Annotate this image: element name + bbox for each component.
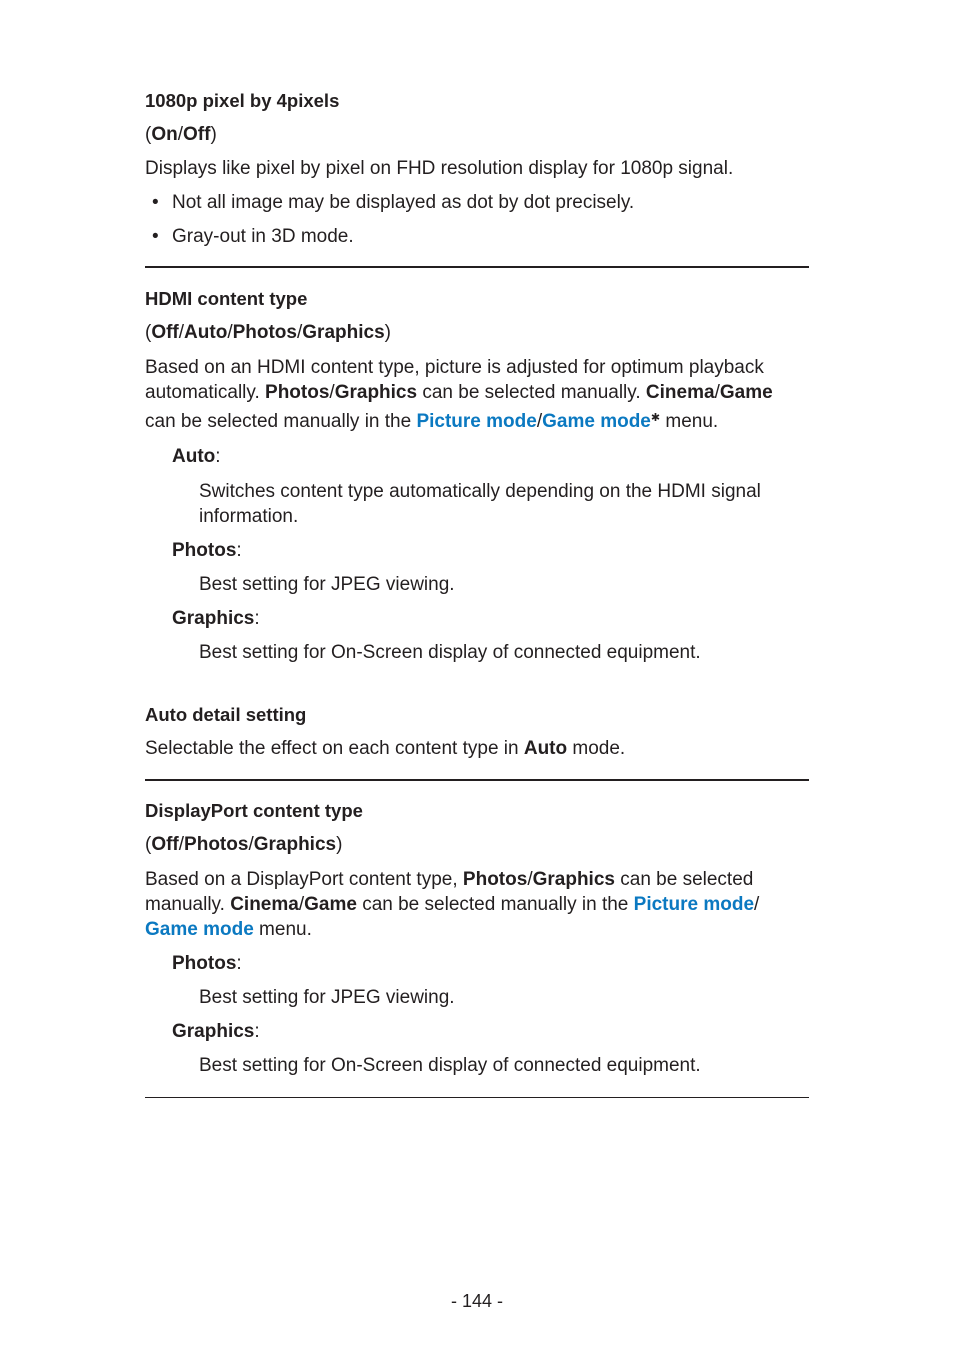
bullet-item: • Gray-out in 3D mode. xyxy=(145,220,809,254)
section-1080p-pixel xyxy=(145,84,809,254)
section-title: HDMI content type xyxy=(145,288,308,309)
section-divider xyxy=(145,1097,809,1098)
term-photos: Photos: xyxy=(172,953,242,974)
section-title: 1080p pixel by 4pixels xyxy=(145,90,340,111)
section-description: Displays like pixel by pixel on FHD resolution display for 1080p signal. xyxy=(145,158,734,179)
term-graphics: Graphics: xyxy=(172,608,260,629)
section-description: Selectable the effect on each content type in Auto mode. xyxy=(145,738,626,759)
term-graphics: Graphics: xyxy=(172,1021,260,1042)
term-auto-desc: Switches content type automatically depending on the HDMI signal information. xyxy=(199,481,761,527)
section-divider xyxy=(145,266,809,268)
option-list: (Off/Photos/Graphics) xyxy=(145,834,343,855)
section-divider xyxy=(145,779,809,781)
asterisk-icon: ✱ xyxy=(650,412,661,424)
game-mode-link[interactable]: Game mode xyxy=(542,411,651,432)
section-description: Based on an HDMI content type, picture is adjusted for optimum playback automatically. Photos/Graphics can be selected manually. Cinema/Game can be selected manually in the Picture mode/Game mode✱ menu. xyxy=(145,357,773,432)
picture-mode-link[interactable]: Picture mode xyxy=(416,411,537,432)
section-displayport-content-type xyxy=(145,794,809,1083)
term-photos-desc: Best setting for JPEG viewing. xyxy=(199,574,455,595)
section-title: Auto detail setting xyxy=(145,704,307,725)
section-title: DisplayPort content type xyxy=(145,800,363,821)
option-list: (On/Off) xyxy=(145,124,217,145)
game-mode-link[interactable]: Game mode xyxy=(145,919,254,940)
option-list: (Off/Auto/Photos/Graphics) xyxy=(145,322,391,343)
section-hdmi-content-type xyxy=(145,282,809,670)
term-graphics-desc: Best setting for On-Screen display of connected equipment. xyxy=(199,642,701,663)
term-auto: Auto: xyxy=(172,446,221,467)
picture-mode-link[interactable]: Picture mode xyxy=(633,894,755,915)
page-number: - 144 - xyxy=(450,1291,504,1311)
term-photos-desc: Best setting for JPEG viewing. xyxy=(199,987,455,1008)
section-auto-detail-setting xyxy=(145,698,809,766)
bullet-icon: • xyxy=(152,226,159,247)
bullet-icon: • xyxy=(152,192,159,213)
term-graphics-desc: Best setting for On-Screen display of connected equipment. xyxy=(199,1055,701,1076)
section-description: Based on a DisplayPort content type, Photos/Graphics can be selected manually. Cinema/Game can be selected manually in the Picture mode/ Game mode menu. xyxy=(145,869,760,940)
term-photos: Photos: xyxy=(172,540,242,561)
bullet-item: • Not all image may be displayed as dot by dot precisely. xyxy=(145,186,809,220)
